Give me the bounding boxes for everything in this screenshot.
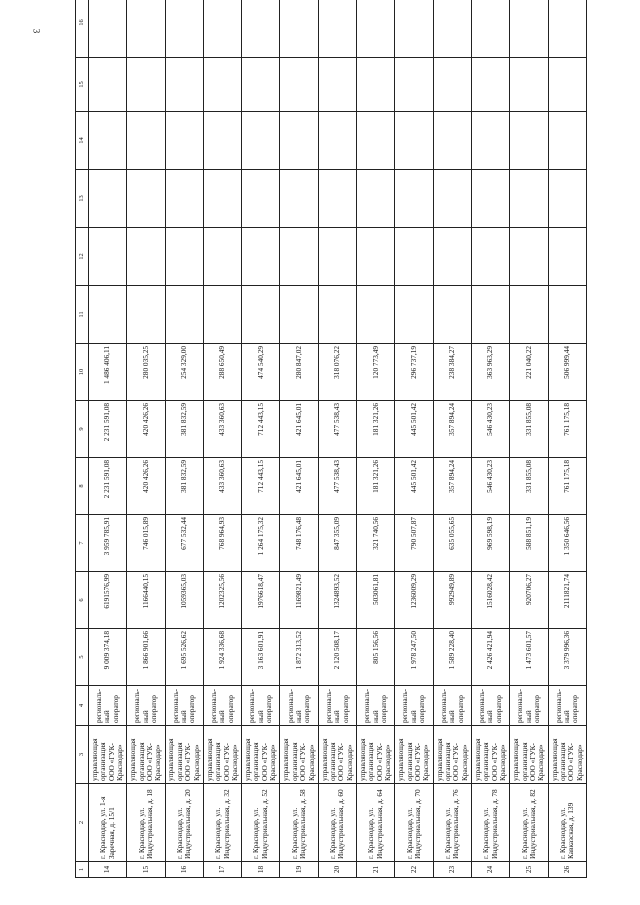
col-header: 5 bbox=[76, 629, 89, 686]
amount-cell: 321 740,56 bbox=[357, 515, 395, 572]
empty-cell bbox=[510, 286, 548, 344]
operator-cell: региональ-ный оператор bbox=[280, 686, 318, 726]
empty-cell bbox=[471, 112, 509, 170]
empty-cell bbox=[127, 58, 165, 112]
empty-cell bbox=[127, 170, 165, 228]
organization-cell: управляющая организация ООО «ГУК-Краснодар» bbox=[280, 726, 318, 784]
empty-cell bbox=[357, 58, 395, 112]
amount-cell: 2 120 508,17 bbox=[318, 629, 356, 686]
empty-cell bbox=[203, 170, 241, 228]
empty-cell bbox=[395, 0, 433, 58]
row-number: 20 bbox=[318, 862, 356, 878]
amount-cell: 588 851,19 bbox=[510, 515, 548, 572]
amount-cell: 969 598,19 bbox=[471, 515, 509, 572]
empty-cell bbox=[433, 170, 471, 228]
organization-cell: управляющая организация ООО «ГУК-Краснодар» bbox=[510, 726, 548, 784]
address-cell: г. Краснодар, ул. Индустриальная, д. 18 bbox=[127, 784, 165, 862]
empty-cell bbox=[165, 0, 203, 58]
empty-cell bbox=[510, 58, 548, 112]
amount-cell: 296 737,19 bbox=[395, 344, 433, 401]
organization-cell: управляющая организация ООО «ГУК-Краснодар» bbox=[127, 726, 165, 784]
empty-cell bbox=[280, 228, 318, 286]
empty-cell bbox=[433, 58, 471, 112]
rotated-sheet bbox=[75, 19, 587, 878]
empty-cell bbox=[89, 58, 127, 112]
col-header: 14 bbox=[76, 112, 89, 170]
empty-cell bbox=[242, 112, 280, 170]
amount-cell: 420 426,26 bbox=[127, 401, 165, 458]
empty-cell bbox=[357, 286, 395, 344]
amount-cell: 1169821,49 bbox=[280, 572, 318, 629]
address-cell: г. Краснодар, ул. Индустриальная, д. 58 bbox=[280, 784, 318, 862]
amount-cell: 477 538,43 bbox=[318, 458, 356, 515]
amount-cell: 331 855,08 bbox=[510, 401, 548, 458]
empty-cell bbox=[318, 170, 356, 228]
empty-cell bbox=[242, 0, 280, 58]
col-header: 11 bbox=[76, 286, 89, 344]
row-number: 23 bbox=[433, 862, 471, 878]
table-row bbox=[548, 0, 586, 878]
amount-cell: 357 894,24 bbox=[433, 401, 471, 458]
amount-cell: 381 832,59 bbox=[165, 401, 203, 458]
row-number: 19 bbox=[280, 862, 318, 878]
empty-cell bbox=[433, 228, 471, 286]
table-row bbox=[89, 0, 127, 878]
amount-cell: 420 426,26 bbox=[127, 458, 165, 515]
empty-cell bbox=[318, 112, 356, 170]
organization-cell: управляющая организация ООО «ГУК-Краснодар» bbox=[433, 726, 471, 784]
empty-cell bbox=[548, 0, 586, 58]
empty-cell bbox=[357, 112, 395, 170]
empty-cell bbox=[395, 170, 433, 228]
amount-cell: 280 847,02 bbox=[280, 344, 318, 401]
row-number: 24 bbox=[471, 862, 509, 878]
amount-cell: 1 978 247,50 bbox=[395, 629, 433, 686]
amount-cell: 1166440,15 bbox=[127, 572, 165, 629]
amount-cell: 331 855,08 bbox=[510, 458, 548, 515]
empty-cell bbox=[127, 112, 165, 170]
empty-cell bbox=[165, 58, 203, 112]
address-cell: г. Краснодар, ул. Индустриальная, д. 82 bbox=[510, 784, 548, 862]
amount-cell: 357 894,24 bbox=[433, 458, 471, 515]
empty-cell bbox=[280, 286, 318, 344]
amount-cell: 9 009 374,18 bbox=[89, 629, 127, 686]
amount-cell: 181 321,26 bbox=[357, 458, 395, 515]
row-number: 17 bbox=[203, 862, 241, 878]
col-header: 8 bbox=[76, 458, 89, 515]
amount-cell: 433 360,63 bbox=[203, 458, 241, 515]
operator-cell: региональ-ный оператор bbox=[395, 686, 433, 726]
empty-cell bbox=[242, 228, 280, 286]
empty-cell bbox=[165, 286, 203, 344]
amount-cell: 1516028,42 bbox=[471, 572, 509, 629]
col-header: 9 bbox=[76, 401, 89, 458]
empty-cell bbox=[548, 170, 586, 228]
amount-cell: 6191576,99 bbox=[89, 572, 127, 629]
amount-cell: 2 426 421,94 bbox=[471, 629, 509, 686]
organization-cell: управляющая организация ООО «ГУК-Краснодар» bbox=[165, 726, 203, 784]
amount-cell: 847 355,09 bbox=[318, 515, 356, 572]
amount-cell: 746 015,89 bbox=[127, 515, 165, 572]
empty-cell bbox=[165, 112, 203, 170]
empty-cell bbox=[203, 286, 241, 344]
amount-cell: 992949,89 bbox=[433, 572, 471, 629]
table-row bbox=[242, 0, 280, 878]
operator-cell: региональ-ный оператор bbox=[548, 686, 586, 726]
amount-cell: 790 507,87 bbox=[395, 515, 433, 572]
address-cell: г. Краснодар, ул. Индустриальная, д. 20 bbox=[165, 784, 203, 862]
organization-cell: управляющая организация ООО «ГУК-Краснодар» bbox=[357, 726, 395, 784]
empty-cell bbox=[357, 170, 395, 228]
organization-cell: управляющая организация ООО «ГУК-Краснодар» bbox=[89, 726, 127, 784]
col-header: 3 bbox=[76, 726, 89, 784]
amount-cell: 768 964,93 bbox=[203, 515, 241, 572]
amount-cell: 288 650,49 bbox=[203, 344, 241, 401]
amount-cell: 3 959 785,91 bbox=[89, 515, 127, 572]
empty-cell bbox=[318, 58, 356, 112]
organization-cell: управляющая организация ООО «ГУК-Краснодар» bbox=[471, 726, 509, 784]
empty-cell bbox=[395, 58, 433, 112]
amount-cell: 445 501,42 bbox=[395, 401, 433, 458]
amount-cell: 2 231 591,08 bbox=[89, 458, 127, 515]
row-number: 22 bbox=[395, 862, 433, 878]
table-row bbox=[318, 0, 356, 878]
empty-cell bbox=[395, 228, 433, 286]
address-cell: г. Краснодар, ул. Индустриальная, д. 76 bbox=[433, 784, 471, 862]
empty-cell bbox=[548, 286, 586, 344]
empty-cell bbox=[548, 58, 586, 112]
amount-cell: 1202325,56 bbox=[203, 572, 241, 629]
amount-cell: 1 350 646,56 bbox=[548, 515, 586, 572]
empty-cell bbox=[203, 58, 241, 112]
empty-cell bbox=[510, 228, 548, 286]
row-number: 14 bbox=[89, 862, 127, 878]
empty-cell bbox=[280, 112, 318, 170]
table-row bbox=[203, 0, 241, 878]
col-header: 4 bbox=[76, 686, 89, 726]
row-number: 21 bbox=[357, 862, 395, 878]
col-header: 2 bbox=[76, 784, 89, 862]
amount-cell: 1 473 601,57 bbox=[510, 629, 548, 686]
amount-cell: 546 430,23 bbox=[471, 401, 509, 458]
empty-cell bbox=[433, 0, 471, 58]
operator-cell: региональ-ный оператор bbox=[165, 686, 203, 726]
amount-cell: 1976618,47 bbox=[242, 572, 280, 629]
amount-cell: 1 589 228,40 bbox=[433, 629, 471, 686]
amount-cell: 1 872 313,52 bbox=[280, 629, 318, 686]
organization-cell: управляющая организация ООО «ГУК-Краснодар» bbox=[318, 726, 356, 784]
amount-cell: 761 175,18 bbox=[548, 458, 586, 515]
empty-cell bbox=[471, 286, 509, 344]
empty-cell bbox=[510, 170, 548, 228]
amount-cell: 712 443,15 bbox=[242, 401, 280, 458]
table-row bbox=[165, 0, 203, 878]
empty-cell bbox=[165, 228, 203, 286]
row-number: 18 bbox=[242, 862, 280, 878]
table-row bbox=[127, 0, 165, 878]
amount-cell: 3 163 601,91 bbox=[242, 629, 280, 686]
amount-cell: 381 832,59 bbox=[165, 458, 203, 515]
empty-cell bbox=[127, 286, 165, 344]
address-cell: г. Краснодар, ул. Индустриальная, д. 64 bbox=[357, 784, 395, 862]
col-header: 1 bbox=[76, 862, 89, 878]
amount-cell: 238 384,27 bbox=[433, 344, 471, 401]
operator-cell: региональ-ный оператор bbox=[127, 686, 165, 726]
address-cell: г. Краснодар, ул. Индустриальная, д. 78 bbox=[471, 784, 509, 862]
amount-cell: 920706,27 bbox=[510, 572, 548, 629]
operator-cell: региональ-ный оператор bbox=[357, 686, 395, 726]
organization-cell: управляющая организация ООО «ГУК-Краснодар» bbox=[548, 726, 586, 784]
amount-cell: 421 645,01 bbox=[280, 401, 318, 458]
empty-cell bbox=[395, 112, 433, 170]
operator-cell: региональ-ный оператор bbox=[471, 686, 509, 726]
amount-cell: 1 866 901,66 bbox=[127, 629, 165, 686]
empty-cell bbox=[203, 0, 241, 58]
amount-cell: 1059365,03 bbox=[165, 572, 203, 629]
empty-cell bbox=[242, 170, 280, 228]
col-header: 13 bbox=[76, 170, 89, 228]
empty-cell bbox=[318, 228, 356, 286]
operator-cell: региональ-ный оператор bbox=[318, 686, 356, 726]
empty-cell bbox=[280, 58, 318, 112]
empty-cell bbox=[280, 0, 318, 58]
address-cell: г. Краснодар, ул. Кавказская, д. 139 bbox=[548, 784, 586, 862]
col-header: 10 bbox=[76, 344, 89, 401]
amount-cell: 445 501,42 bbox=[395, 458, 433, 515]
col-header: 12 bbox=[76, 228, 89, 286]
empty-cell bbox=[127, 228, 165, 286]
organization-cell: управляющая организация ООО «ГУК-Краснодар» bbox=[242, 726, 280, 784]
empty-cell bbox=[548, 228, 586, 286]
amount-cell: 1236009,29 bbox=[395, 572, 433, 629]
amount-cell: 712 443,15 bbox=[242, 458, 280, 515]
amount-cell: 805 156,56 bbox=[357, 629, 395, 686]
column-number-row bbox=[76, 0, 89, 878]
amount-cell: 433 360,63 bbox=[203, 401, 241, 458]
empty-cell bbox=[471, 228, 509, 286]
row-number: 16 bbox=[165, 862, 203, 878]
amount-cell: 477 538,43 bbox=[318, 401, 356, 458]
amount-cell: 221 040,22 bbox=[510, 344, 548, 401]
empty-cell bbox=[318, 0, 356, 58]
amount-cell: 1 264 175,32 bbox=[242, 515, 280, 572]
amount-cell: 506 999,44 bbox=[548, 344, 586, 401]
address-cell: г. Краснодар, ул. 1-я Заречная, д. 15/1 bbox=[89, 784, 127, 862]
col-header: 15 bbox=[76, 58, 89, 112]
empty-cell bbox=[357, 228, 395, 286]
amount-cell: 421 645,01 bbox=[280, 458, 318, 515]
empty-cell bbox=[203, 228, 241, 286]
amount-cell: 748 176,48 bbox=[280, 515, 318, 572]
operator-cell: региональ-ный оператор bbox=[242, 686, 280, 726]
table-row bbox=[471, 0, 509, 878]
amount-cell: 546 430,23 bbox=[471, 458, 509, 515]
empty-cell bbox=[89, 0, 127, 58]
empty-cell bbox=[471, 170, 509, 228]
empty-cell bbox=[280, 170, 318, 228]
empty-cell bbox=[242, 286, 280, 344]
address-cell: г. Краснодар, ул. Индустриальная, д. 52 bbox=[242, 784, 280, 862]
amount-cell: 181 321,26 bbox=[357, 401, 395, 458]
amount-cell: 280 035,25 bbox=[127, 344, 165, 401]
amount-cell: 1324893,52 bbox=[318, 572, 356, 629]
operator-cell: региональ-ный оператор bbox=[510, 686, 548, 726]
address-cell: г. Краснодар, ул. Индустриальная, д. 32 bbox=[203, 784, 241, 862]
empty-cell bbox=[471, 58, 509, 112]
amount-cell: 677 532,44 bbox=[165, 515, 203, 572]
empty-cell bbox=[89, 112, 127, 170]
col-header: 7 bbox=[76, 515, 89, 572]
col-header: 16 bbox=[76, 0, 89, 58]
table-row bbox=[433, 0, 471, 878]
amount-cell: 2 231 591,08 bbox=[89, 401, 127, 458]
operator-cell: региональ-ный оператор bbox=[203, 686, 241, 726]
amount-cell: 363 963,29 bbox=[471, 344, 509, 401]
empty-cell bbox=[471, 0, 509, 58]
empty-cell bbox=[433, 112, 471, 170]
operator-cell: региональ-ный оператор bbox=[89, 686, 127, 726]
table-row bbox=[280, 0, 318, 878]
amount-cell: 1 486 406,11 bbox=[89, 344, 127, 401]
col-header: 6 bbox=[76, 572, 89, 629]
empty-cell bbox=[89, 228, 127, 286]
empty-cell bbox=[510, 112, 548, 170]
page-number: 3 bbox=[31, 28, 42, 34]
empty-cell bbox=[318, 286, 356, 344]
organization-cell: управляющая организация ООО «ГУК-Краснодар» bbox=[203, 726, 241, 784]
table-row bbox=[357, 0, 395, 878]
address-cell: г. Краснодар, ул. Индустриальная, д. 70 bbox=[395, 784, 433, 862]
table-row bbox=[395, 0, 433, 878]
operator-cell: региональ-ный оператор bbox=[433, 686, 471, 726]
empty-cell bbox=[548, 112, 586, 170]
address-cell: г. Краснодар, ул. Индустриальная, д. 60 bbox=[318, 784, 356, 862]
repair-schedule-table bbox=[75, 0, 587, 878]
empty-cell bbox=[165, 170, 203, 228]
table-wrapper bbox=[75, 19, 587, 878]
amount-cell: 761 175,18 bbox=[548, 401, 586, 458]
amount-cell: 254 329,00 bbox=[165, 344, 203, 401]
organization-cell: управляющая организация ООО «ГУК-Краснодар» bbox=[395, 726, 433, 784]
amount-cell: 1 695 526,62 bbox=[165, 629, 203, 686]
row-number: 15 bbox=[127, 862, 165, 878]
empty-cell bbox=[89, 170, 127, 228]
amount-cell: 474 540,29 bbox=[242, 344, 280, 401]
empty-cell bbox=[127, 0, 165, 58]
empty-cell bbox=[242, 58, 280, 112]
amount-cell: 2111821,74 bbox=[548, 572, 586, 629]
empty-cell bbox=[510, 0, 548, 58]
table-row bbox=[510, 0, 548, 878]
amount-cell: 503061,81 bbox=[357, 572, 395, 629]
amount-cell: 3 379 996,36 bbox=[548, 629, 586, 686]
empty-cell bbox=[203, 112, 241, 170]
empty-cell bbox=[357, 0, 395, 58]
empty-cell bbox=[395, 286, 433, 344]
amount-cell: 635 055,65 bbox=[433, 515, 471, 572]
row-number: 26 bbox=[548, 862, 586, 878]
amount-cell: 1 924 336,68 bbox=[203, 629, 241, 686]
amount-cell: 120 773,49 bbox=[357, 344, 395, 401]
table-body bbox=[89, 0, 587, 878]
empty-cell bbox=[433, 286, 471, 344]
row-number: 25 bbox=[510, 862, 548, 878]
empty-cell bbox=[89, 286, 127, 344]
amount-cell: 318 076,22 bbox=[318, 344, 356, 401]
